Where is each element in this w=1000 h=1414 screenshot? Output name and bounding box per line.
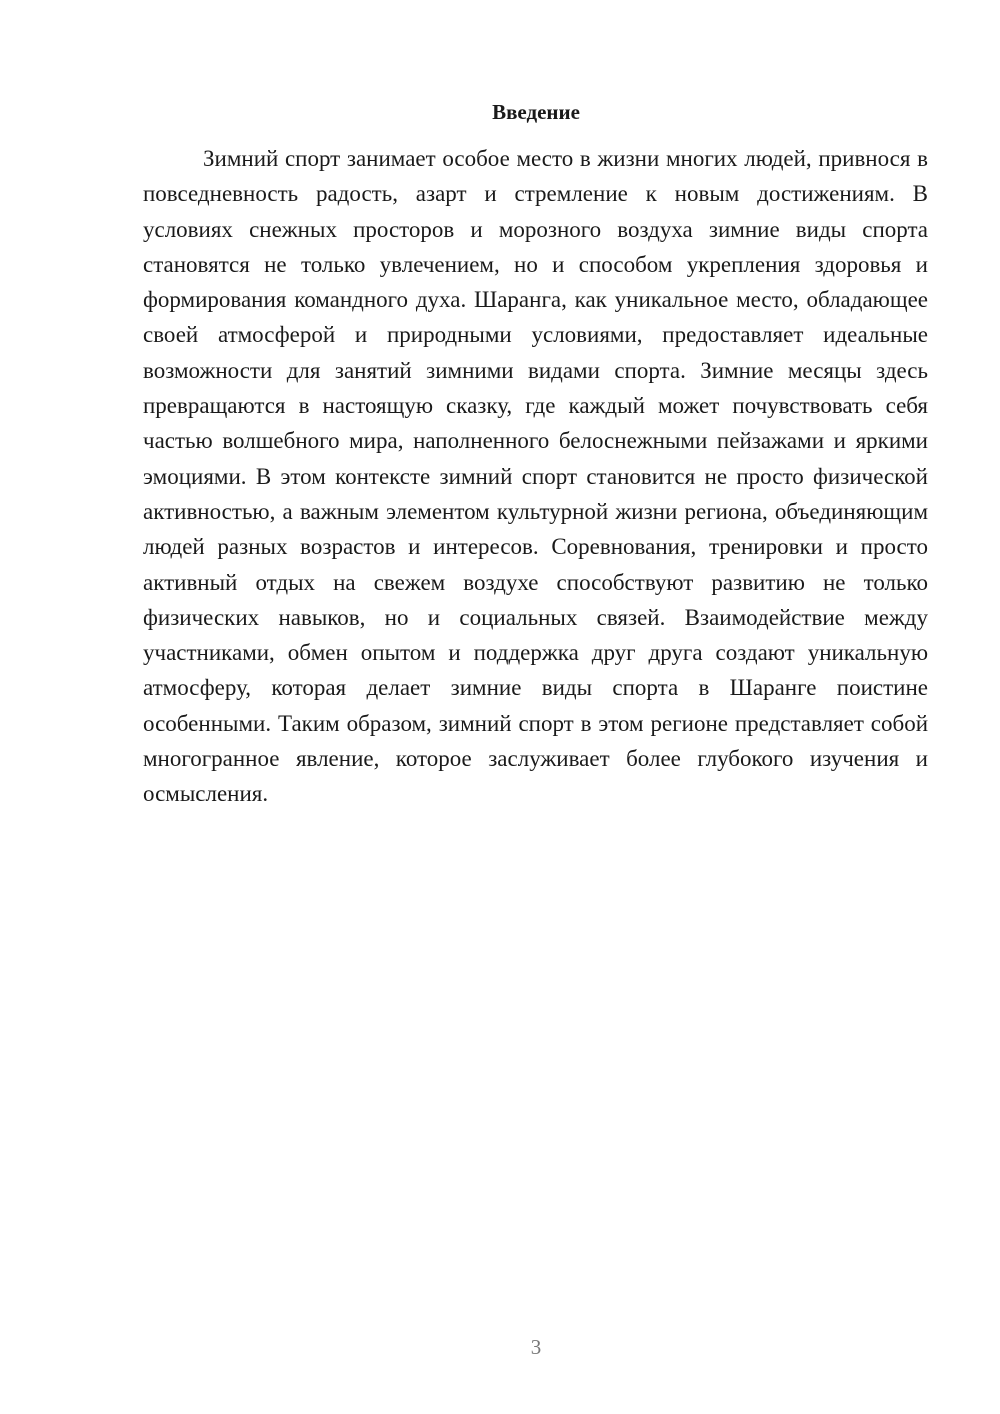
page-number: 3 <box>530 1335 542 1359</box>
section-heading: Введение <box>492 100 580 124</box>
introduction-paragraph: Зимний спорт занимает особое место в жизни многих людей, привнося в повседневность радость, азарт и стремление к новым достижениям. В условиях снежных просторов и морозного воздуха зимние виды спорта становятся не только увлечением, но и способом укрепления здоровья и формирования командного духа. Шаранга, как уникальное место, обладающее своей атмосферой и природными условиями, предоставляет идеальные возможности для занятий зимними видами спорта. Зимние месяцы здесь превращаются в настоящую сказку, где каждый может почувствовать себя частью волшебного мира, наполненного белоснежными пейзажами и яркими эмоциями. В этом контексте зимний спорт становится не просто физической активностью, а важным элементом культурной жизни региона, объединяющим людей разных возрастов и интересов. Соревнования, тренировки и просто активный отдых на свежем воздухе способствуют развитию не только физических навыков, но и социальных связей. Взаимодействие между участниками, обмен опытом и поддержка друг друга создают уникальную атмосферу, которая делает зимние виды спорта в Шаранге поистине особенными. Таким образом, зимний спорт в этом регионе представляет собой многогранное явление, которое заслуживает более глубокого изучения и осмысления. <box>143 146 928 807</box>
